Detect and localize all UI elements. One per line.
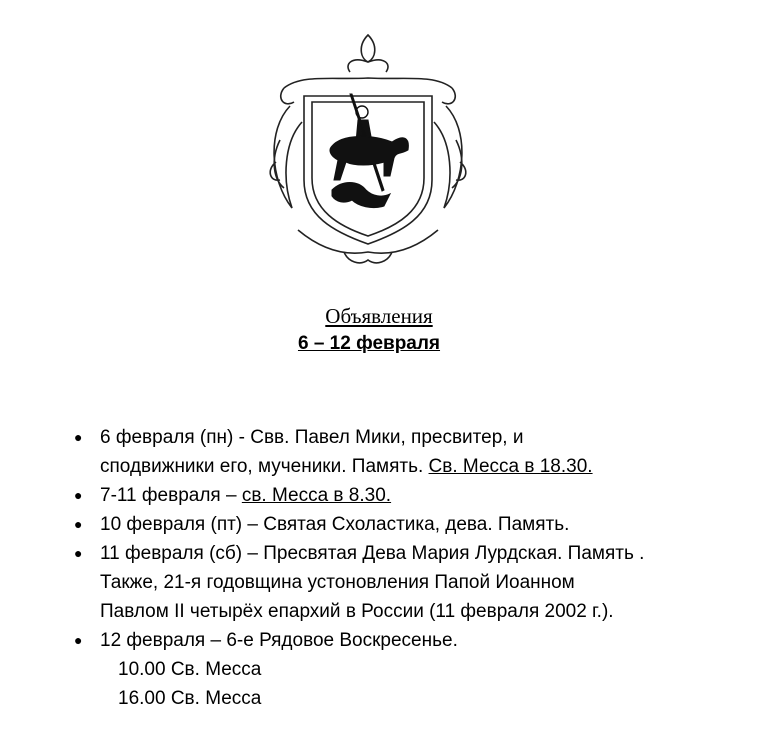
date-range: 6 – 12 февраля <box>297 333 441 354</box>
bullet-icon: ● <box>74 429 83 445</box>
bullet-icon: ● <box>74 516 83 532</box>
coat-of-arms-emblem <box>262 30 474 270</box>
item-line: 7-11 февраля – св. Месса в 8.30. <box>100 485 392 506</box>
item-line: 6 февраля (пн) - Свв. Павел Мики, пресвитер, и <box>100 427 524 448</box>
announcement-title: Объявления <box>325 304 433 328</box>
bullet-icon: ● <box>74 487 83 503</box>
announcement-list <box>70 423 750 713</box>
list-item <box>70 539 750 626</box>
schedule-line: 10.00 Св. Месса <box>118 659 262 680</box>
item-line: 12 февраля – 6-е Рядовое Воскресенье. <box>100 630 458 651</box>
bullet-icon: ● <box>74 632 83 648</box>
item-line: Также, 21-я годовщина устоновления Папой Иоанном <box>100 572 575 593</box>
mass-time-link: св. Месса в 8.30. <box>241 485 392 506</box>
mass-time-link: Св. Месса в 18.30. <box>428 456 593 477</box>
item-line: 11 февраля (сб) – Пресвятая Дева Мария Лурдская. Память . <box>100 543 645 564</box>
item-line: Павлом II четырёх епархий в России (11 февраля 2002 г.). <box>100 601 614 622</box>
item-line: 10 февраля (пт) – Святая Схоластика, дева. Память. <box>100 514 570 535</box>
bullet-icon: ● <box>74 545 83 561</box>
list-item <box>70 626 750 713</box>
list-item <box>70 423 750 481</box>
schedule-line: 16.00 Св. Месса <box>118 688 262 709</box>
item-line: сподвижники его, мученики. Память. Св. Месса в 18.30. <box>100 456 593 477</box>
list-item <box>70 510 750 539</box>
list-item <box>70 481 750 510</box>
